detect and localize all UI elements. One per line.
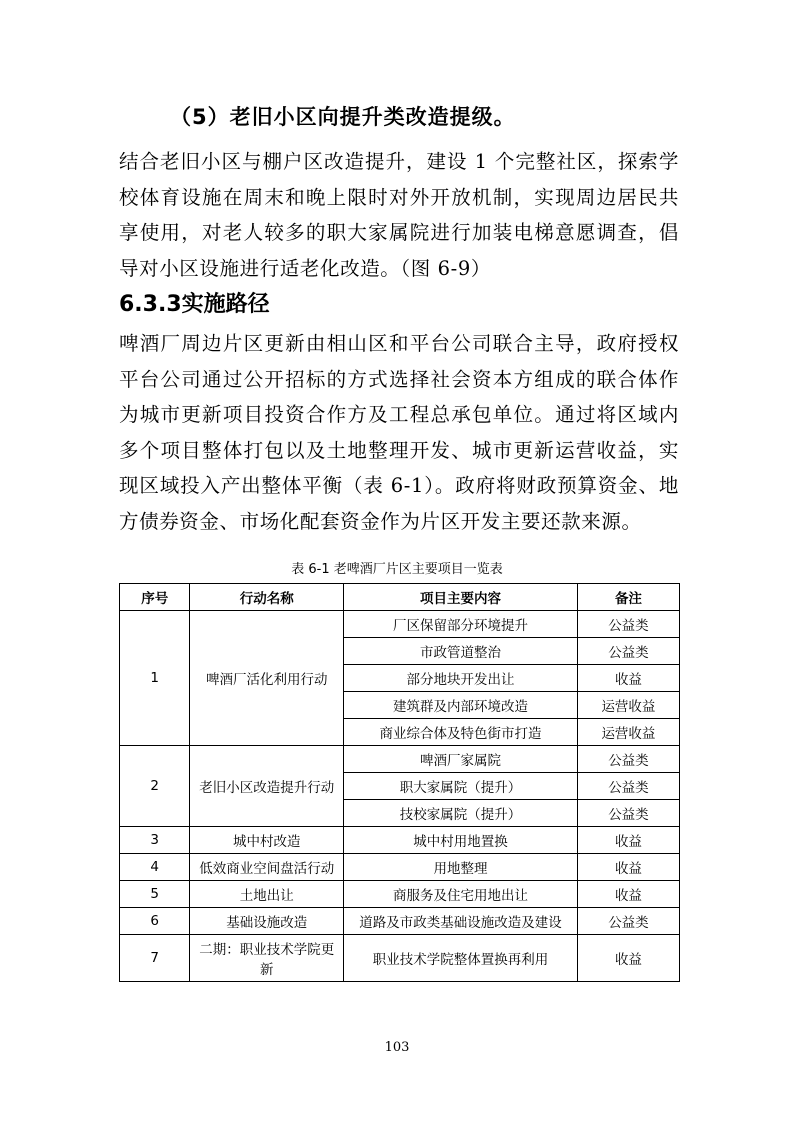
- cell-note: 公益类: [577, 638, 679, 665]
- table-row: [120, 746, 680, 773]
- cell-action: 二期：职业技术学院更新: [190, 935, 344, 982]
- cell-note: 公益类: [577, 746, 679, 773]
- cell-content: 啤酒厂家属院: [344, 746, 578, 773]
- paragraph-implementation-path: 啤酒厂周边片区更新由相山区和平台公司联合主导，政府授权平台公司通过公开招标的方式选择社会资本方组成的联合体作为城市更新项目投资合作方及工程总承包单位。通过将区域内多个项目整体打包以及土地整理开发、城市更新运营收益，实现区域投入产出整体平衡（表 6-1）。政府将财政预算资金、地方债券资金、市场化配套资金作为片区开发主要还款来源。: [119, 332, 679, 533]
- table-header-row: [120, 584, 680, 611]
- cell-no: 6: [120, 908, 190, 935]
- table-row: [120, 611, 680, 638]
- cell-no: 1: [120, 611, 190, 746]
- cell-content: 商服务及住宅用地出让: [344, 881, 578, 908]
- cell-content: 市政管道整治: [344, 638, 578, 665]
- project-table: [119, 583, 680, 982]
- header-cell-note: 备注: [577, 584, 679, 611]
- cell-content: 职大家属院（提升）: [344, 773, 578, 800]
- table-row: [120, 881, 680, 908]
- table-row: [120, 854, 680, 881]
- cell-note: 收益: [577, 827, 679, 854]
- cell-content: 职业技术学院整体置换再利用: [344, 935, 578, 982]
- header-cell-no: 序号: [120, 584, 190, 611]
- table-row: [120, 935, 680, 982]
- cell-no: 3: [120, 827, 190, 854]
- header-cell-action: 行动名称: [190, 584, 344, 611]
- table-body: [120, 611, 680, 982]
- cell-content: 城中村用地置换: [344, 827, 578, 854]
- paragraph-old-community: 结合老旧小区与棚户区改造提升，建设 1 个完整社区，探索学校体育设施在周末和晚上限时对外开放机制，实现周边居民共享使用，对老人较多的职大家属院进行加装电梯意愿调查，倡导对小区设施进行适老化改造。（图 6-9）: [119, 150, 679, 280]
- section-heading-5: （5）老旧小区向提升类改造提级。: [170, 105, 516, 129]
- cell-content: 商业综合体及特色街市打造: [344, 719, 578, 746]
- table-caption: 表 6-1 老啤酒厂片区主要项目一览表: [291, 562, 503, 577]
- cell-note: 运营收益: [577, 719, 679, 746]
- cell-action: 土地出让: [190, 881, 344, 908]
- cell-note: 公益类: [577, 800, 679, 827]
- cell-action: 老旧小区改造提升行动: [190, 746, 344, 827]
- cell-content: 厂区保留部分环境提升: [344, 611, 578, 638]
- cell-no: 7: [120, 935, 190, 982]
- cell-note: 公益类: [577, 908, 679, 935]
- cell-no: 5: [120, 881, 190, 908]
- cell-action: 城中村改造: [190, 827, 344, 854]
- table-row: [120, 827, 680, 854]
- cell-note: 公益类: [577, 773, 679, 800]
- cell-content: 技校家属院（提升）: [344, 800, 578, 827]
- cell-no: 4: [120, 854, 190, 881]
- cell-content: 部分地块开发出让: [344, 665, 578, 692]
- cell-note: 公益类: [577, 611, 679, 638]
- cell-no: 2: [120, 746, 190, 827]
- cell-content: 建筑群及内部环境改造: [344, 692, 578, 719]
- cell-note: 收益: [577, 881, 679, 908]
- cell-content: 道路及市政类基础设施改造及建设: [344, 908, 578, 935]
- page-number: 103: [384, 1040, 410, 1055]
- cell-action: 低效商业空间盘活行动: [190, 854, 344, 881]
- cell-note: 收益: [577, 854, 679, 881]
- cell-action: 啤酒厂活化利用行动: [190, 611, 344, 746]
- table-row: [120, 908, 680, 935]
- cell-note: 运营收益: [577, 692, 679, 719]
- cell-content: 用地整理: [344, 854, 578, 881]
- cell-note: 收益: [577, 935, 679, 982]
- cell-note: 收益: [577, 665, 679, 692]
- section-heading-6-3-3: 6.3.3实施路径: [119, 292, 270, 317]
- header-cell-content: 项目主要内容: [344, 584, 578, 611]
- cell-action: 基础设施改造: [190, 908, 344, 935]
